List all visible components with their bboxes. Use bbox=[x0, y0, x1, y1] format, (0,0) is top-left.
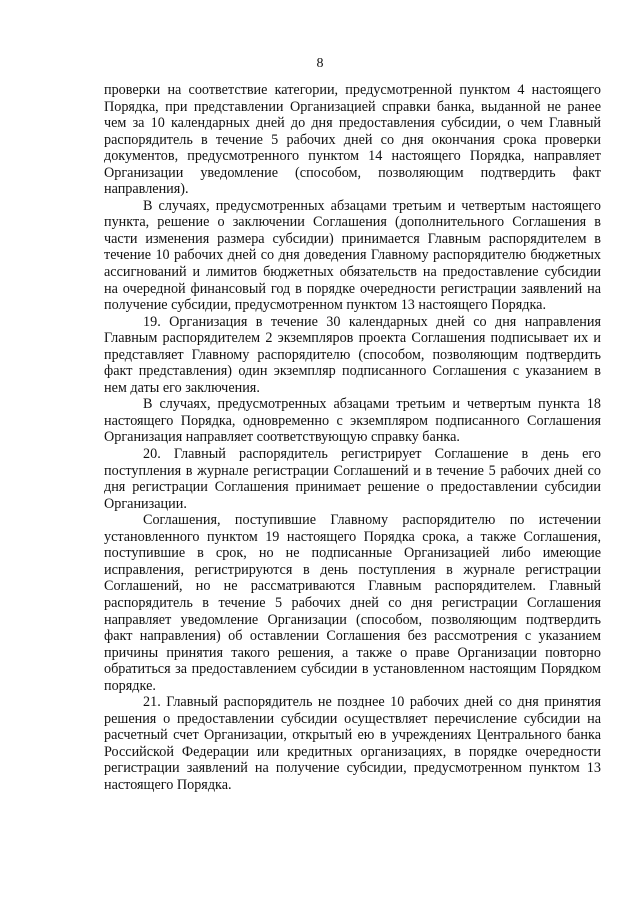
paragraph: Соглашения, поступившие Главному распорядителю по истечении установленного пунктом 19 настоящего Порядка срока, а также Соглашения, поступившие в срок, но не подписанные Организацией либо имеющие исправления, регистрируются в день поступления в журнале регистрации Соглашений, но не рассматриваются Главным распорядителем. Главный распорядитель в течение 5 рабочих дней со дня регистрации Соглашения направляет уведомление Организации (способом, позволяющим подтвердить факт направления) об оставлении Соглашения без рассмотрения с указанием причины принятия такого решения, а также о праве Организации повторно обратиться за предоставлением субсидии в установленном настоящим Порядком порядке. bbox=[104, 512, 601, 694]
paragraph: 19. Организация в течение 30 календарных дней со дня направления Главным распорядителем 2 экземпляров проекта Соглашения подписывает их и представляет Главному распорядителю (способом, позволяющим подтвердить факт представления) один экземпляр подписанного Соглашения с указанием в нем даты его заключения. bbox=[104, 313, 601, 396]
document-body bbox=[104, 82, 601, 794]
paragraph: 21. Главный распорядитель не позднее 10 рабочих дней со дня принятия решения о предоставлении субсидии осуществляет перечисление субсидии на расчетный счет Организации, открытый ею в учреждениях Центрального банка Российской Федерации или кредитных организациях, в порядке очередности регистрации заявлений на получение субсидии, предусмотренном пунктом 13 настоящего Порядка. bbox=[104, 694, 601, 793]
paragraph: проверки на соответствие категории, предусмотренной пунктом 4 настоящего Порядка, при представлении Организацией справки банка, выданной не ранее чем за 10 календарных дней до дня предоставления субсидии, о чем Главный распорядитель в течение 5 рабочих дней со дня окончания срока проверки документов, предусмотренного пунктом 14 настоящего Порядка, направляет Организации уведомление (способом, позволяющим подтвердить факт направления). bbox=[104, 82, 601, 198]
page-number: 8 bbox=[316, 56, 324, 71]
paragraph: 20. Главный распорядитель регистрирует Соглашение в день его поступления в журнале регистрации Соглашений и в течение 5 рабочих дней со дня регистрации Соглашения принимает решение о предоставлении субсидии Организации. bbox=[104, 446, 601, 512]
paragraph: В случаях, предусмотренных абзацами третьим и четвертым пункта 18 настоящего Порядка, одновременно с экземпляром подписанного Соглашения Организация направляет соответствующую справку банка. bbox=[104, 396, 601, 446]
paragraph: В случаях, предусмотренных абзацами третьим и четвертым настоящего пункта, решение о заключении Соглашения (дополнительного Соглашения в части изменения размера субсидии) принимается Главным распорядителем в течение 10 рабочих дней со дня доведения Главному распорядителю бюджетных ассигнований и лимитов бюджетных обязательств на предоставление субсидии на очередной финансовый год в порядке очередности регистрации заявлений на получение субсидии, предусмотренном пунктом 13 настоящего Порядка. bbox=[104, 197, 601, 314]
